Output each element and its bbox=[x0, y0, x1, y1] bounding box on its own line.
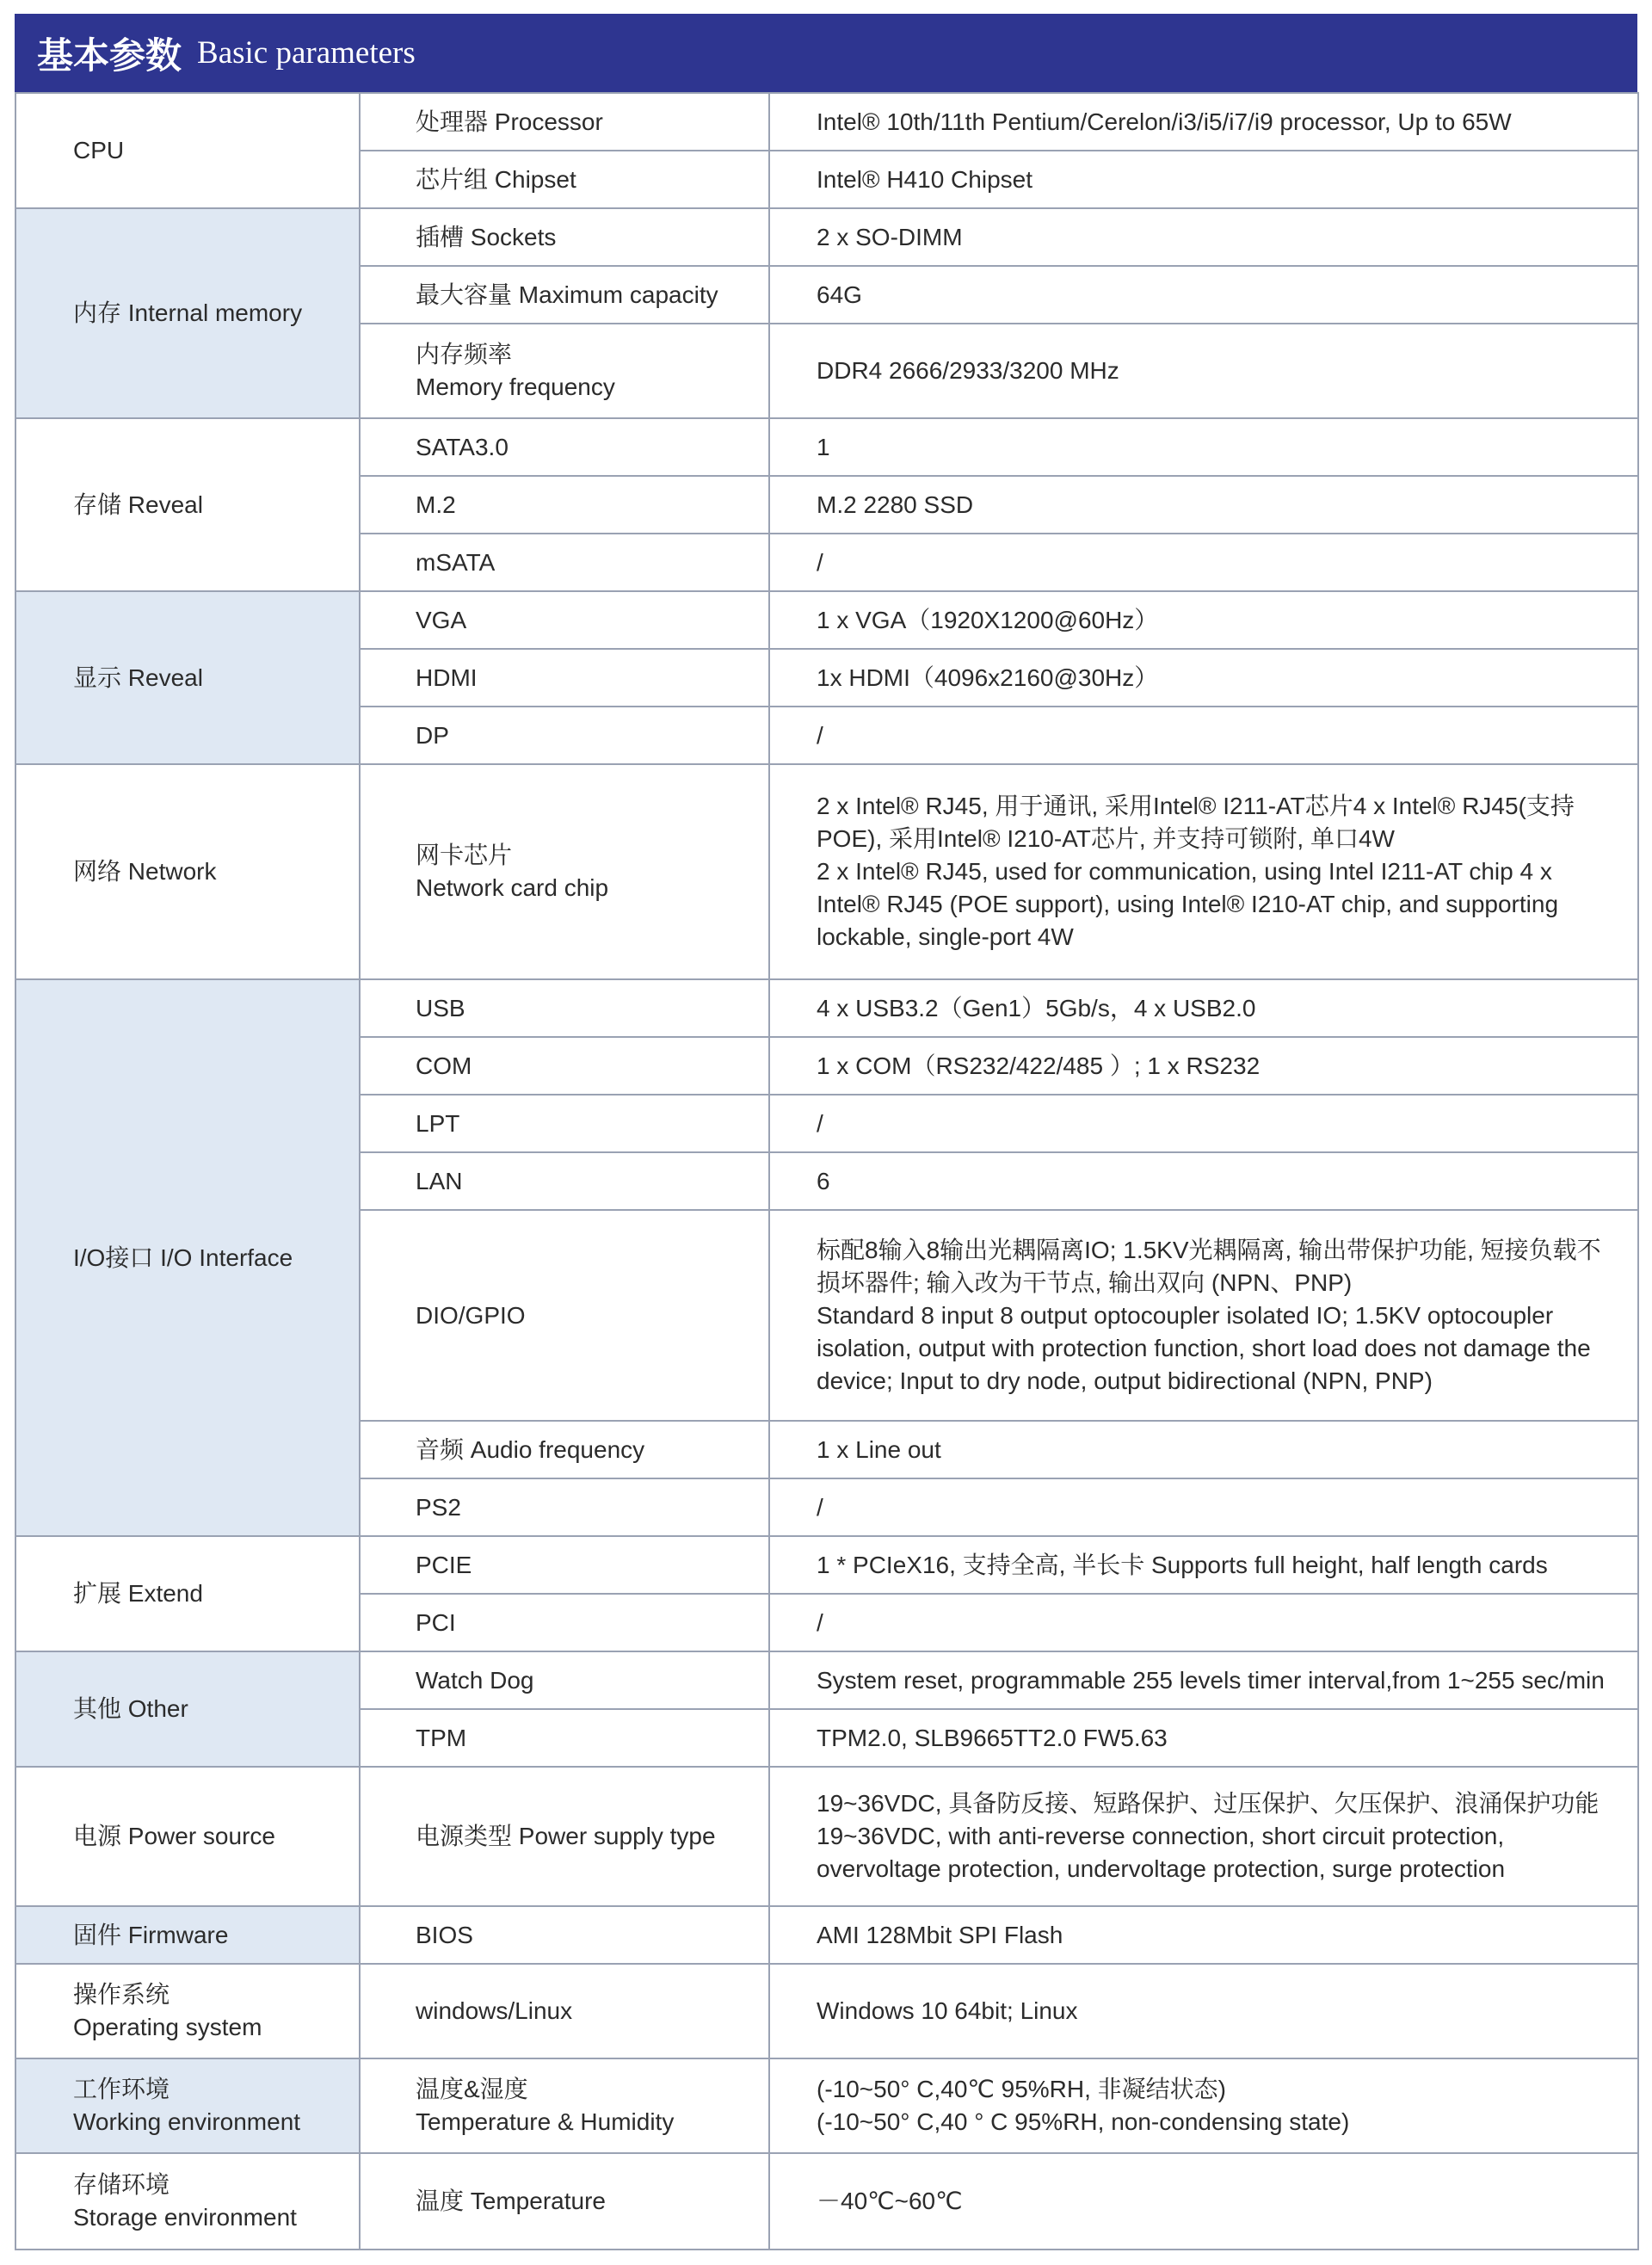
value-text-line: 2 x SO-DIMM bbox=[817, 223, 963, 250]
item-label-line: 温度 Temperature bbox=[416, 2188, 606, 2214]
value-text-line: 2 x Intel® RJ45, used for communication, using Intel I211-AT chip 4 x Intel® RJ45 (POE support), using Intel® I210-AT chip, and supporting lockable, single-port 4W bbox=[817, 858, 1559, 950]
item-label-line: 处理器 Processor bbox=[416, 108, 603, 135]
value-text-line: Standard 8 input 8 output optocoupler isolated IO; 1.5KV optocoupler isolation, output with protection function, short load does not damage the device; Input to dry node, output bidirectional (NPN, PNP) bbox=[817, 1301, 1591, 1394]
value-text-line: System reset, programmable 255 levels timer interval,from 1~255 sec/min bbox=[817, 1666, 1605, 1694]
value-text-line: Intel® H410 Chipset bbox=[817, 165, 1032, 193]
item-cell bbox=[360, 591, 769, 649]
item-label-line: 网卡芯片 bbox=[416, 842, 513, 868]
header-title-zh: 基本参数 bbox=[37, 34, 182, 77]
table-row bbox=[15, 418, 1638, 476]
category-label-line: 显示 Reveal bbox=[73, 663, 203, 691]
value-text-line: 1 bbox=[817, 433, 830, 460]
category-label-line: Storage environment bbox=[73, 2204, 297, 2231]
item-label-line: USB bbox=[416, 994, 465, 1021]
value-text-line: / bbox=[817, 1109, 823, 1137]
category-cell bbox=[15, 93, 360, 208]
item-label-line: 芯片组 Chipset bbox=[416, 165, 576, 193]
category-label-line: CPU bbox=[73, 137, 125, 164]
value-cell bbox=[769, 1906, 1638, 1964]
category-label-line: 其他 Other bbox=[73, 1695, 188, 1722]
category-label-line: 存储环境 bbox=[73, 2171, 170, 2198]
category-cell bbox=[15, 591, 360, 764]
category-label-line: 网络 Network bbox=[73, 858, 217, 885]
item-cell bbox=[360, 476, 769, 534]
value-cell bbox=[769, 266, 1638, 324]
spec-sheet bbox=[15, 14, 1637, 2250]
value-text-line: Intel® 10th/11th Pentium/Cerelon/i3/i5/i7/i9 processor, Up to 65W bbox=[817, 108, 1512, 135]
value-cell bbox=[769, 979, 1638, 1037]
category-cell bbox=[15, 764, 360, 979]
value-cell bbox=[769, 1095, 1638, 1152]
table-row bbox=[15, 1651, 1638, 1709]
value-cell bbox=[769, 1478, 1638, 1536]
value-text-line: / bbox=[817, 548, 823, 576]
item-label-line: DIO/GPIO bbox=[416, 1301, 526, 1329]
item-label-line: VGA bbox=[416, 606, 467, 633]
item-cell bbox=[360, 324, 769, 418]
value-cell bbox=[769, 208, 1638, 266]
item-cell bbox=[360, 266, 769, 324]
value-cell bbox=[769, 1709, 1638, 1767]
value-cell bbox=[769, 418, 1638, 476]
item-label-line: 音频 Audio frequency bbox=[416, 1435, 645, 1463]
item-cell bbox=[360, 2153, 769, 2250]
value-text-line: 2 x Intel® RJ45, 用于通讯, 采用Intel® I211-AT芯片4 x Intel® RJ45(支持POE), 采用Intel® I210-AT芯片, 并支持可锁附, 单口4W bbox=[817, 793, 1575, 852]
item-label-line: 最大容量 Maximum capacity bbox=[416, 281, 718, 308]
value-text-line: 19~36VDC, 具备防反接、短路保护、过压保护、欠压保护、浪涌保护功能 bbox=[817, 1790, 1600, 1817]
value-cell bbox=[769, 151, 1638, 208]
category-label-line: 电源 Power source bbox=[73, 1823, 275, 1849]
value-cell bbox=[769, 2058, 1638, 2153]
item-cell bbox=[360, 1906, 769, 1964]
item-cell bbox=[360, 707, 769, 764]
value-cell bbox=[769, 1594, 1638, 1651]
table-row bbox=[15, 2058, 1638, 2153]
item-cell bbox=[360, 1767, 769, 1906]
category-label-line: 存储 Reveal bbox=[73, 491, 203, 518]
value-text-line: / bbox=[817, 1608, 823, 1636]
category-label-line: 固件 Firmware bbox=[73, 1921, 229, 1948]
item-label-line: 内存频率 bbox=[416, 341, 513, 367]
item-cell bbox=[360, 1095, 769, 1152]
category-label-line: Operating system bbox=[73, 2014, 262, 2040]
item-label-line: mSATA bbox=[416, 548, 496, 576]
item-label-line: windows/Linux bbox=[416, 1997, 573, 2024]
table-row bbox=[15, 591, 1638, 649]
value-cell bbox=[769, 1421, 1638, 1478]
item-label-line: DP bbox=[416, 721, 449, 749]
item-cell bbox=[360, 1594, 769, 1651]
value-text-line: M.2 2280 SSD bbox=[817, 491, 974, 518]
item-label-line: LPT bbox=[416, 1109, 460, 1137]
item-label-line: HDMI bbox=[416, 663, 478, 691]
item-cell bbox=[360, 1709, 769, 1767]
item-label-line: PCIE bbox=[416, 1551, 472, 1578]
item-cell bbox=[360, 764, 769, 979]
item-cell bbox=[360, 2058, 769, 2153]
category-label-line: 工作环境 bbox=[73, 2076, 170, 2102]
value-text-line: 1 * PCIeX16, 支持全高, 半长卡 Supports full height, half length cards bbox=[817, 1551, 1548, 1578]
value-cell bbox=[769, 324, 1638, 418]
item-cell bbox=[360, 93, 769, 151]
item-cell bbox=[360, 649, 769, 707]
value-cell bbox=[769, 1651, 1638, 1709]
value-text-line: －40℃~60℃ bbox=[817, 2188, 963, 2214]
item-label-line: 电源类型 Power supply type bbox=[416, 1823, 716, 1849]
value-cell bbox=[769, 707, 1638, 764]
category-label-line: 操作系统 bbox=[73, 1981, 170, 2008]
value-text-line: / bbox=[817, 1493, 823, 1521]
value-cell bbox=[769, 93, 1638, 151]
item-label-line: SATA3.0 bbox=[416, 433, 509, 460]
value-text-line: TPM2.0, SLB9665TT2.0 FW5.63 bbox=[817, 1724, 1168, 1751]
value-text-line: 1 x VGA（1920X1200@60Hz） bbox=[817, 606, 1159, 633]
parameters-table bbox=[15, 92, 1639, 2250]
item-cell bbox=[360, 151, 769, 208]
category-cell bbox=[15, 1906, 360, 1964]
item-label-line: Temperature & Humidity bbox=[416, 2108, 675, 2135]
item-cell bbox=[360, 1421, 769, 1478]
table-row bbox=[15, 979, 1638, 1037]
value-text-line: 64G bbox=[817, 281, 862, 308]
value-text-line: 标配8输入8输出光耦隔离IO; 1.5KV光耦隔离, 输出带保护功能, 短接负载不损坏器件; 输入改为干节点, 输出双向 (NPN、PNP) bbox=[817, 1236, 1601, 1296]
category-cell bbox=[15, 1536, 360, 1651]
table-row bbox=[15, 1964, 1638, 2058]
value-text-line: (-10~50° C,40℃ 95%RH, 非凝结状态) bbox=[817, 2076, 1227, 2102]
item-cell bbox=[360, 208, 769, 266]
value-text-line: AMI 128Mbit SPI Flash bbox=[817, 1921, 1063, 1948]
category-label-line: 扩展 Extend bbox=[73, 1580, 203, 1607]
item-label-line: Network card chip bbox=[416, 874, 609, 901]
category-cell bbox=[15, 1651, 360, 1767]
item-cell bbox=[360, 1478, 769, 1536]
value-text-line: 19~36VDC, with anti-reverse connection, short circuit protection, overvoltage protection, undervoltage protection, surge protection bbox=[817, 1823, 1506, 1882]
value-cell bbox=[769, 2153, 1638, 2250]
value-cell bbox=[769, 1536, 1638, 1594]
value-text-line: (-10~50° C,40 ° C 95%RH, non-condensing state) bbox=[817, 2108, 1350, 2135]
item-cell bbox=[360, 1037, 769, 1095]
section-header bbox=[15, 14, 1637, 92]
value-text-line: 1 x COM（RS232/422/485 ）; 1 x RS232 bbox=[817, 1052, 1261, 1079]
value-cell bbox=[769, 476, 1638, 534]
table-row bbox=[15, 1536, 1638, 1594]
item-cell bbox=[360, 1152, 769, 1210]
value-cell bbox=[769, 649, 1638, 707]
item-cell bbox=[360, 1964, 769, 2058]
item-label-line: Watch Dog bbox=[416, 1666, 534, 1694]
item-label-line: 温度&湿度 bbox=[416, 2076, 528, 2102]
category-cell bbox=[15, 1964, 360, 2058]
table-row bbox=[15, 764, 1638, 979]
table-row bbox=[15, 208, 1638, 266]
category-label-line: Working environment bbox=[73, 2108, 301, 2135]
item-label-line: COM bbox=[416, 1052, 472, 1079]
value-text-line: 4 x USB3.2（Gen1）5Gb/s，4 x USB2.0 bbox=[817, 994, 1256, 1021]
item-label-line: LAN bbox=[416, 1167, 463, 1194]
value-cell bbox=[769, 591, 1638, 649]
item-cell bbox=[360, 1651, 769, 1709]
table-row bbox=[15, 2153, 1638, 2250]
item-label-line: 插槽 Sockets bbox=[416, 223, 557, 250]
value-cell bbox=[769, 1152, 1638, 1210]
value-text-line: 1x HDMI（4096x2160@30Hz） bbox=[817, 663, 1159, 691]
category-cell bbox=[15, 2058, 360, 2153]
value-cell bbox=[769, 1767, 1638, 1906]
item-cell bbox=[360, 1210, 769, 1421]
category-cell bbox=[15, 979, 360, 1536]
value-text-line: DDR4 2666/2933/3200 MHz bbox=[817, 357, 1119, 384]
value-cell bbox=[769, 1037, 1638, 1095]
value-cell bbox=[769, 1964, 1638, 2058]
table-row bbox=[15, 93, 1638, 151]
item-cell bbox=[360, 534, 769, 591]
item-label-line: TPM bbox=[416, 1724, 467, 1751]
item-label-line: PS2 bbox=[416, 1493, 461, 1521]
value-cell bbox=[769, 764, 1638, 979]
value-text-line: Windows 10 64bit; Linux bbox=[817, 1997, 1078, 2024]
parameters-table-body bbox=[15, 93, 1638, 2250]
category-label-line: 内存 Internal memory bbox=[73, 299, 303, 326]
value-text-line: / bbox=[817, 721, 823, 749]
category-cell bbox=[15, 208, 360, 418]
item-label-line: Memory frequency bbox=[416, 373, 615, 400]
table-row bbox=[15, 1767, 1638, 1906]
item-label-line: PCI bbox=[416, 1608, 456, 1636]
value-cell bbox=[769, 534, 1638, 591]
category-cell bbox=[15, 1767, 360, 1906]
category-cell bbox=[15, 418, 360, 591]
table-row bbox=[15, 1906, 1638, 1964]
value-cell bbox=[769, 1210, 1638, 1421]
header-title-en: Basic parameters bbox=[197, 35, 416, 71]
item-label-line: BIOS bbox=[416, 1921, 473, 1948]
item-cell bbox=[360, 979, 769, 1037]
category-label-line: I/O接口 I/O Interface bbox=[73, 1244, 293, 1271]
item-cell bbox=[360, 418, 769, 476]
value-text-line: 6 bbox=[817, 1167, 830, 1194]
item-label-line: M.2 bbox=[416, 491, 456, 518]
item-cell bbox=[360, 1536, 769, 1594]
category-cell bbox=[15, 2153, 360, 2250]
value-text-line: 1 x Line out bbox=[817, 1435, 941, 1463]
